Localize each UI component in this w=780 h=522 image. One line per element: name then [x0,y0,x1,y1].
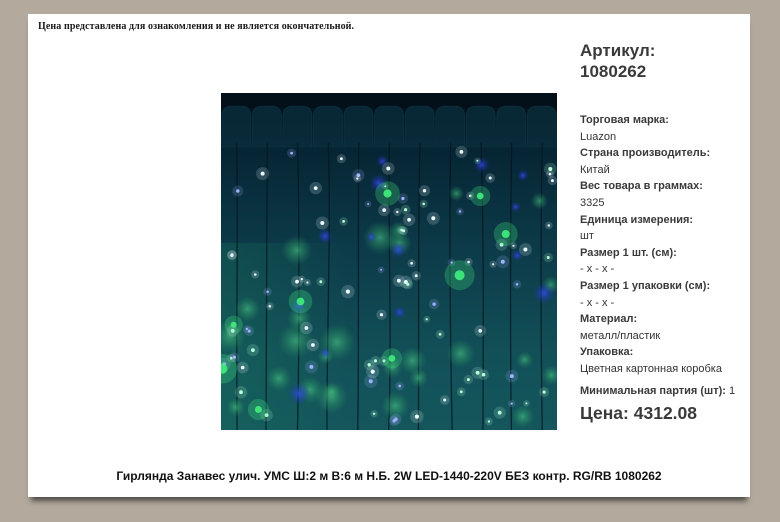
attribute-value: Китай [580,163,610,176]
product-title: Гирлянда Занавес улич. УМС Ш:2 м В:6 м Н.Б. 2W LED-1440-220V БЕЗ контр. RG/RB 1080262 [116,469,662,483]
price-disclaimer-text: Цена представлена для ознакомления и не является окончательной. [38,21,355,32]
attribute-value: - x - x - [580,263,615,276]
attribute-value: металл/пластик [580,329,661,342]
attribute-list [580,112,760,378]
min-batch-value: 1 [729,384,736,397]
attribute-label: Торговая марка: [580,114,669,126]
product-card-page [28,14,750,497]
attribute-label: Размер 1 упаковки (см): [580,279,711,292]
attribute-label: Материал: [580,313,638,326]
attribute-label: Страна производитель: [580,147,711,160]
price-row [580,403,760,424]
product-info-panel [580,40,760,424]
product-photo [221,93,557,430]
attribute-label: Единица измерения: [580,213,694,226]
sku-label: Артикул: [580,41,656,60]
attribute-label: Размер 1 шт. (см): [580,246,677,259]
attribute-value: - x - x - [580,296,615,309]
attribute-label: Вес товара в граммах: [580,180,703,193]
price-value: 4312.08 [633,402,698,423]
min-batch-label: Минимальная партия (шт): [580,384,726,397]
attribute-value: Luazon [580,130,617,143]
attribute-label: Упаковка: [580,346,634,359]
price-label: Цена: [580,402,629,423]
sku-value: 1080262 [580,62,647,81]
sku-heading [580,40,760,82]
attribute-value: шт [580,230,594,243]
attribute-value: Цветная картонная коробка [580,362,722,375]
min-batch-row [580,385,760,398]
attribute-value: 3325 [580,196,605,209]
